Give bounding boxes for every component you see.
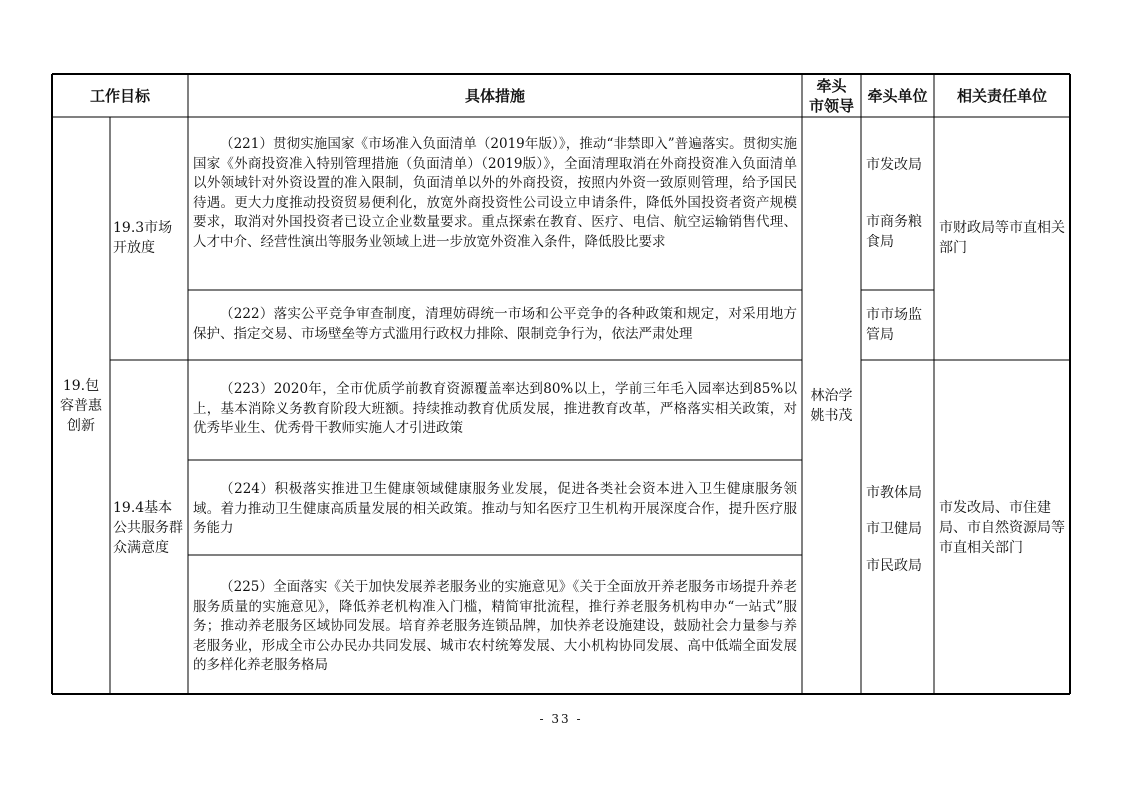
subgoal-label-19-4: 19.4基本公共服务群众满意度 <box>113 500 183 556</box>
header-lead-leader: 牵头 市领导 <box>808 76 854 115</box>
lead-unit-scjgj: 市市场监管局 <box>866 307 922 343</box>
measure-222: （222）落实公平竞争审查制度，清理妨碍统一市场和公平竞争的各种政策和规定，对采用地方保护、指定交易、市场壁垒等方式滥用行政权力排除、限制竞争行为，依法严肃处理 <box>193 306 797 342</box>
header-measures: 具体措施 <box>464 86 525 105</box>
header-lead-unit: 牵头单位 <box>867 86 928 105</box>
measure-221: （221）贯彻实施国家《市场准入负面清单（2019年版）》，推动“非禁即入”普遍落实。贯彻实施国家《外商投资准入特别管理措施（负面清单）（2019版）》，全面清理取消在外商投资准入负面清单以外领域针对外资设置的准入限制，负面清单以外的外商投资，按照内外资一致原则管理，给予国民待遇。更大力度推动投资贸易便利化，放宽外商投资性公司设立申请条件，降低外国投资者资产规模要求，取消对外国投资者已设立企业数量要求。重点探索在教育、医疗、电信、航空运输销售代理、人才中介、经营性演出等服务业领域上进一步放宽外资准入条件，降低股比要求 <box>193 136 797 250</box>
measure-224: （224）积极落实推进卫生健康领域健康服务业发展，促进各类社会资本进入卫生健康服务领域。着力推动卫生健康高质量发展的相关政策。推动与知名医疗卫生机构开展深度合作，提升医疗服务能力 <box>193 481 797 536</box>
lead-unit-mzj: 市民政局 <box>866 558 922 574</box>
header-goal: 工作目标 <box>89 86 150 105</box>
lead-unit-wjj: 市卫健局 <box>866 521 922 537</box>
lead-unit-swlsj: 市商务粮食局 <box>866 214 922 250</box>
lead-unit-fgj: 市发改局 <box>866 157 922 173</box>
lead-unit-jtj: 市教体局 <box>866 485 922 501</box>
lead-leader-value <box>802 117 861 694</box>
lead-leader-names: 林治学 姚书茂 <box>810 387 853 424</box>
measure-223: （223）2020年，全市优质学前教育资源覆盖率达到80%以上，学前三年毛入园率达到85%以上，基本消除义务教育阶段大班额。持续推动教育优质发展，推进教育改革，严格落实相关政策，对优秀毕业生、优秀骨干教师实施人才引进政策 <box>193 381 797 436</box>
page-number: - 33 - <box>539 712 583 726</box>
related-units-19-4: 市发改局、市住建局、市自然资源局等市直相关部门 <box>939 500 1065 556</box>
goal-main <box>52 117 110 694</box>
related-units-19-3: 市财政局等市直相关部门 <box>939 220 1065 256</box>
measure-225: （225）全面落实《关于加快发展养老服务业的实施意见》《关于全面放开养老服务市场提升养老服务质量的实施意见》，降低养老机构准入门槛，精简审批流程，推行养老服务机构申办“一站式”服务；推动养老服务区域协同发展。培育养老服务连锁品牌，加快养老设施建设，鼓励社会力量参与养老服务业，形成全市公办民办共同发展、城市农村统筹发展、大小机构协同发展、高中低端全面发展的多样化养老服务格局 <box>193 579 797 673</box>
subgoal-label-19-3: 19.3市场开放度 <box>113 220 173 256</box>
goal-main-label: 19.包容普惠创新 <box>60 377 102 434</box>
header-related-units: 相关责任单位 <box>956 86 1047 105</box>
